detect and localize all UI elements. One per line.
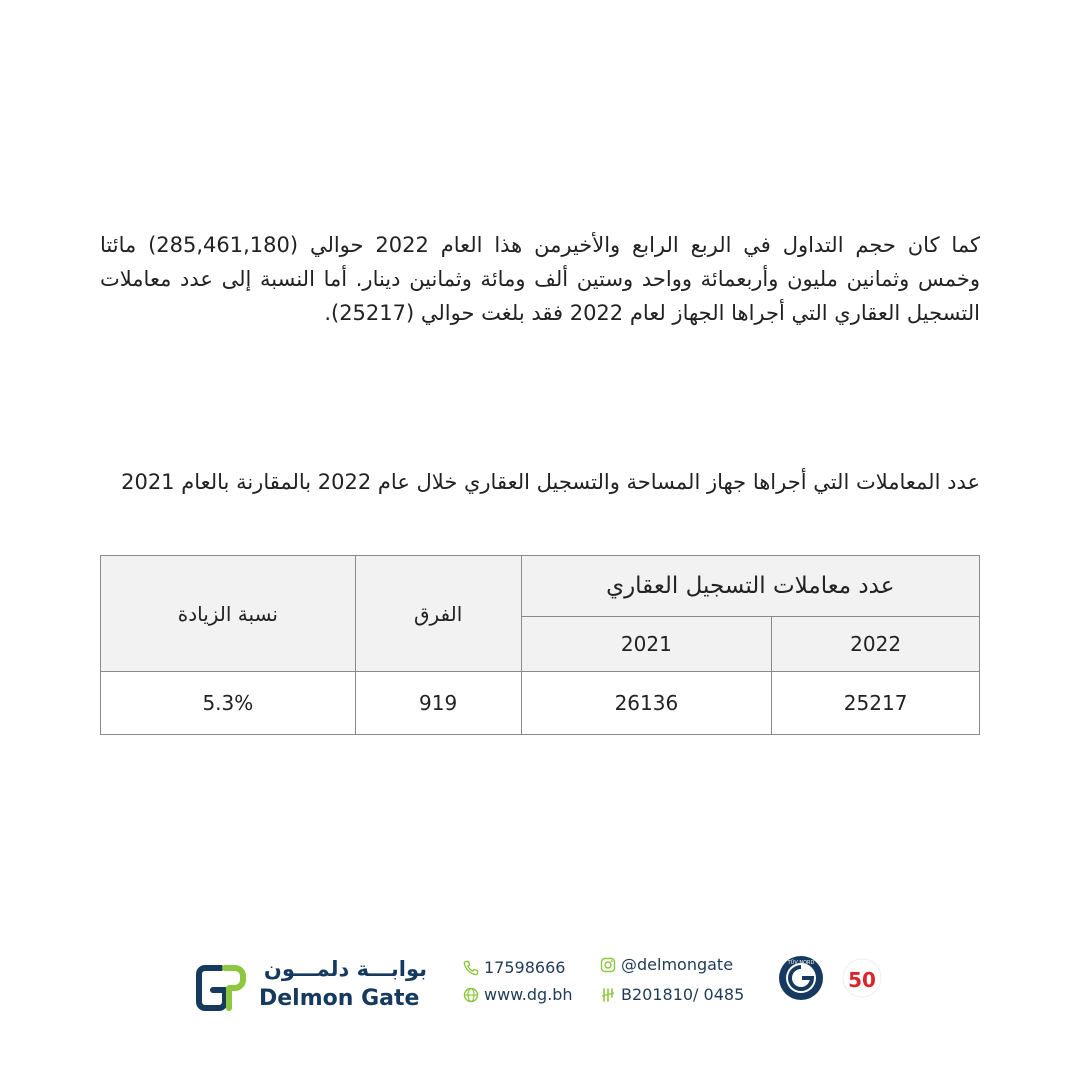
cell-increase-rate: 5.3% (101, 672, 356, 735)
header-year-2021: 2021 (521, 617, 772, 672)
footer (0, 950, 1080, 1020)
cell-difference: 919 (355, 672, 521, 735)
contact-website (463, 985, 573, 1004)
instagram-handle: @delmongate (621, 955, 734, 974)
registration-number: B201810/ 0485 (621, 985, 745, 1004)
anniversary-badge-number: 50 (848, 968, 876, 992)
iso-badge-text: TÜV NORD (787, 960, 815, 966)
table-title: عدد المعاملات التي أجراها جهاز المساحة والتسجيل العقاري خلال عام 2022 بالمقارنة بالعام 2021 (121, 470, 980, 494)
header-increase-rate: نسبة الزيادة (101, 556, 356, 672)
phone-icon (463, 960, 479, 976)
header-difference: الفرق (355, 556, 521, 672)
brand-name-arabic: بوابـــة دلمـــون (263, 957, 427, 981)
registration-icon (600, 987, 616, 1003)
header-group-transactions: عدد معاملات التسجيل العقاري (521, 556, 979, 617)
instagram-icon (600, 957, 616, 973)
body-paragraph: كما كان حجم التداول في الربع الرابع والأخيرمن هذا العام 2022 حوالي (285,461,180) مائتا وخمس وثمانين مليون وأربعمائة وواحد وستين ألف ومائة وثمانين دينار. أما النسبة إلى عدد معاملات التسجيل العقاري التي أجراها الجهاز لعام 2022 فقد بلغت حوالي (25217). (100, 233, 980, 325)
cell-2022: 25217 (772, 672, 980, 735)
phone-number: 17598666 (484, 958, 566, 977)
globe-icon (463, 987, 479, 1003)
transactions-table (100, 555, 980, 735)
contact-instagram (600, 955, 733, 974)
anniversary-50-badge-icon (842, 957, 882, 999)
delmon-gate-logo-icon (195, 962, 247, 1014)
brand-block (195, 956, 435, 1016)
iso-certification-badge-icon (778, 955, 824, 1001)
header-year-2022: 2022 (772, 617, 980, 672)
table-row (101, 672, 980, 735)
contact-registration (600, 985, 744, 1004)
website-url: www.dg.bh (484, 985, 573, 1004)
contact-phone (463, 958, 565, 977)
cell-2021: 26136 (521, 672, 772, 735)
brand-name-english: Delmon Gate (259, 986, 420, 1011)
